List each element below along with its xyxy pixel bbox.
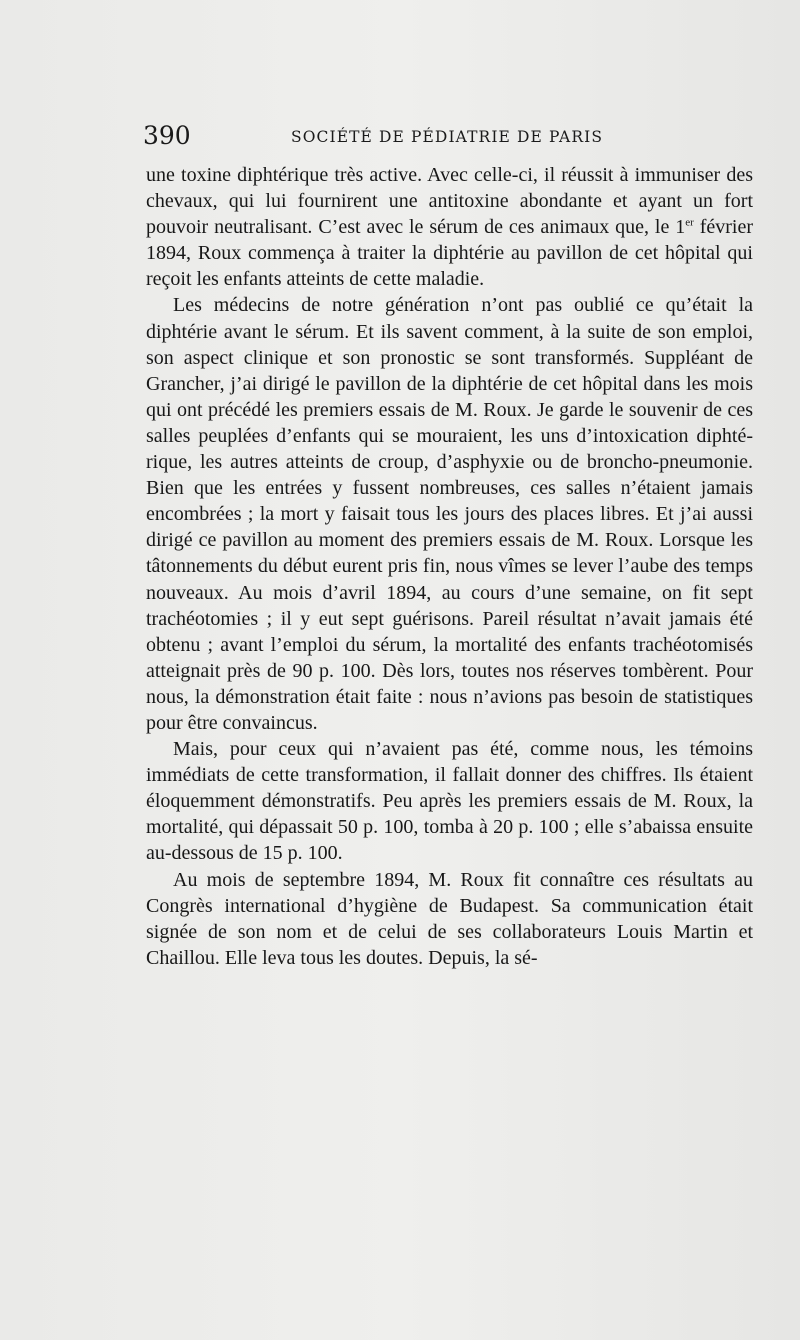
paragraph-2: Les médecins de notre génération n’ont pas oublié ce qu’était la diphtérie avant le sérum. Et ils savent comment, à la suite de son emploi, son aspect clinique et son pronostic se sont transformés. Suppléant de Grancher, j’ai dirigé le pavillon de la diphtérie de cet hôpital dans les mois qui ont précédé les premiers essais de M. Roux. Je garde le souvenir de ces salles peuplées d’enfants qui se mouraient, les uns d’intoxication diphtérique, les autres atteints de croup, d’asphyxie ou de broncho-pneumonie. Bien que les entrées y fussent nombreuses, ces salles n’étaient jamais encombrées ; la mort y faisait tous les jours des places libres. Et j’ai aussi dirigé ce pavillon au moment des premiers essais de M. Roux. Lorsque les tâtonnements du début eurent pris fin, nous vîmes se lever l’aube des temps nouveaux. Au mois d’avril 1894, au cours d’une semaine, on fit sept trachéotomies ; il y eut sept guérisons. Pareil résultat n’avait jamais été obtenu ; avant l’emploi du sérum, la mortalité des enfants trachéotomisés atteignait près de 90 p. 100. Dès lors, toutes nos réserves tombèrent. Pour nous, la démonstration était faite : nous n’avions pas besoin de statistiques pour être convaincus. bbox=[146, 294, 753, 734]
page-header bbox=[143, 118, 755, 154]
paragraph-4: Au mois de septembre 1894, M. Roux fit connaître ces résultats au Congrès international d’hygiène de Budapest. Sa communication était signée de son nom et de celui de ses collaborateurs Louis Martin et Chaillou. Elle leva tous les doutes. Depuis, la sé- bbox=[146, 868, 753, 969]
ordinal-superscript: er bbox=[685, 216, 694, 229]
article-body bbox=[146, 162, 753, 971]
running-title: SOCIÉTÉ DE PÉDIATRIE DE PARIS bbox=[291, 128, 604, 146]
paragraph-1-text-end: février 1894, Roux commença à traiter la diphtérie au pavillon de cet hôpital qui reçoit les enfants atteints de cette maladie. bbox=[146, 216, 753, 291]
paragraph-3: Mais, pour ceux qui n’avaient pas été, comme nous, les témoins immédiats de cette transformation, il fallait donner des chiffres. Ils étaient éloquemment démonstratifs. Peu après les premiers essais de M. Roux, la mortalité, qui dépassait 50 p. 100, tomba à 20 p. 100 ; elle s’abaissa ensuite au-dessous de 15 p. 100. bbox=[146, 738, 753, 865]
paragraph-1-text-start: une toxine diphtérique très active. Avec celle-ci, il réussit à immuniser des chevaux, qui lui fournirent une antitoxine abondante et ayant un fort pouvoir neutralisant. C’est avec le sérum de ces animaux que, le 1 bbox=[146, 164, 753, 239]
page-number: 390 bbox=[143, 121, 191, 150]
paragraph-1 bbox=[146, 162, 753, 292]
